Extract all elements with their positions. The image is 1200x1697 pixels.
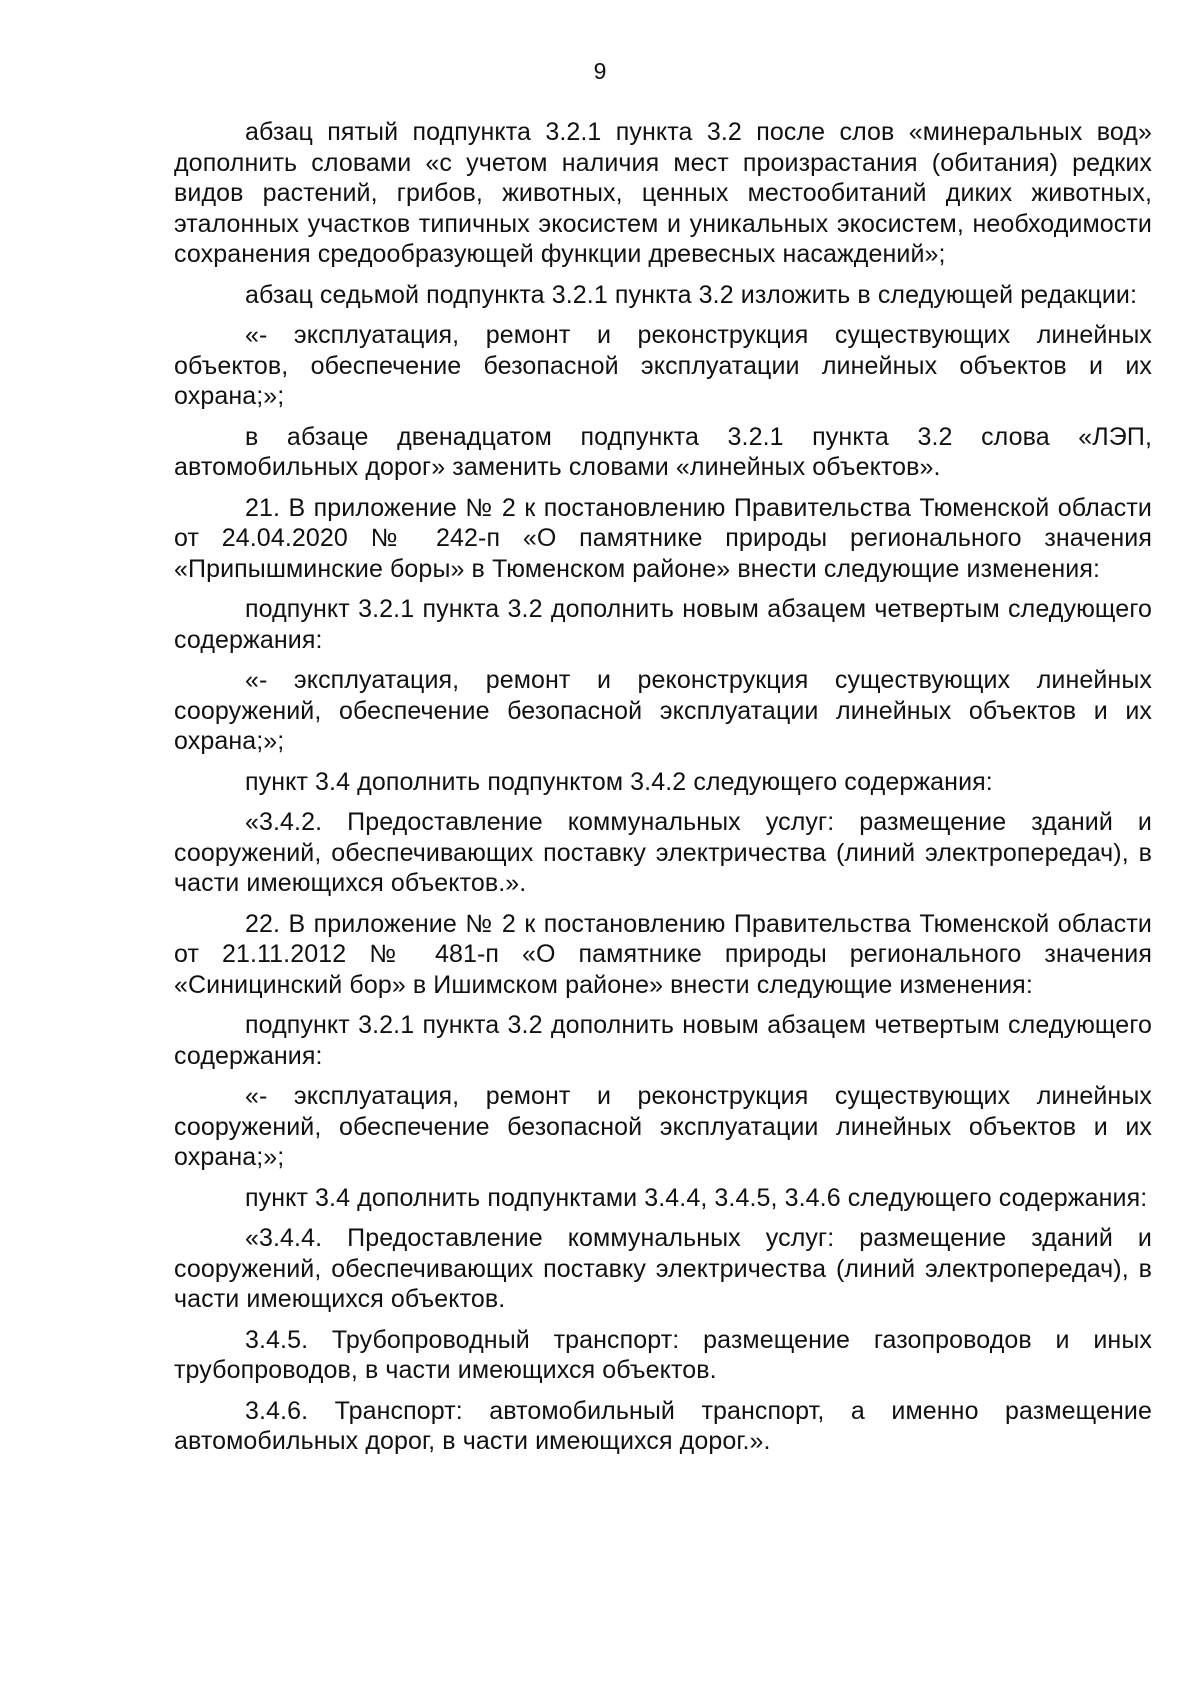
page-number: 9	[593, 58, 607, 84]
paragraph-16: 3.4.6. Транспорт: автомобильный транспорт, а именно размещение автомобильных дорог, в части имеющихся дорог.».	[174, 1396, 1152, 1455]
paragraph-13: пункт 3.4 дополнить подпунктами 3.4.4, 3.4.5, 3.4.6 следующего содержания:	[245, 1183, 1148, 1212]
document-body	[174, 117, 1152, 1467]
paragraph-7: «- эксплуатация, ремонт и реконструкция существующих линейных сооружений, обеспечение безопасной эксплуатации линейных объектов и их охрана;»;	[174, 666, 1152, 755]
paragraph-10: 22. В приложение № 2 к постановлению Правительства Тюменской области от 21.11.2012 № 481-п «О памятнике природы регионального значения «Синицинский бор» в Ишимском районе» внести следующие изменения:	[174, 909, 1152, 999]
paragraph-4: в абзаце двенадцатом подпункта 3.2.1 пункта 3.2 слова «ЛЭП, автомобильных дорог» заменить словами «линейных объектов».	[174, 422, 1152, 481]
paragraph-11: подпункт 3.2.1 пункта 3.2 дополнить новым абзацем четвертым следующего содержания:	[174, 1011, 1152, 1070]
paragraph-12: «- эксплуатация, ремонт и реконструкция существующих линейных сооружений, обеспечение безопасной эксплуатации линейных объектов и их охрана;»;	[174, 1082, 1152, 1171]
paragraph-8: пункт 3.4 дополнить подпунктом 3.4.2 следующего содержания:	[245, 767, 993, 796]
paragraph-14: «3.4.4. Предоставление коммунальных услуг: размещение зданий и сооружений, обеспечивающих поставку электричества (линий электропередач), в части имеющихся объектов.	[174, 1224, 1152, 1313]
paragraph-15: 3.4.5. Трубопроводный транспорт: размещение газопроводов и иных трубопроводов, в части имеющихся объектов.	[174, 1325, 1152, 1384]
paragraph-2: абзац седьмой подпункта 3.2.1 пункта 3.2 изложить в следующей редакции:	[245, 280, 1137, 309]
paragraph-6: подпункт 3.2.1 пункта 3.2 дополнить новым абзацем четвертым следующего содержания:	[174, 595, 1152, 654]
paragraph-1: абзац пятый подпункта 3.2.1 пункта 3.2 после слов «минеральных вод» дополнить словами «с учетом наличия мест произрастания (обитания) редких видов растений, грибов, животных, ценных местообитаний диких животных, эталонных участков типичных экосистем и уникальных экосистем, необходимости сохранения средообразующей функции древесных насаждений»;	[174, 118, 1152, 268]
paragraph-9: «3.4.2. Предоставление коммунальных услуг: размещение зданий и сооружений, обеспечивающих поставку электричества (линий электропередач), в части имеющихся объектов.».	[174, 808, 1152, 897]
paragraph-5: 21. В приложение № 2 к постановлению Правительства Тюменской области от 24.04.2020 № 242-п «О памятнике природы регионального значения «Припышминские боры» в Тюменском районе» внести следующие изменения:	[174, 493, 1152, 583]
paragraph-3: «- эксплуатация, ремонт и реконструкция существующих линейных объектов, обеспечение безопасной эксплуатации линейных объектов и их охрана;»;	[174, 321, 1152, 410]
